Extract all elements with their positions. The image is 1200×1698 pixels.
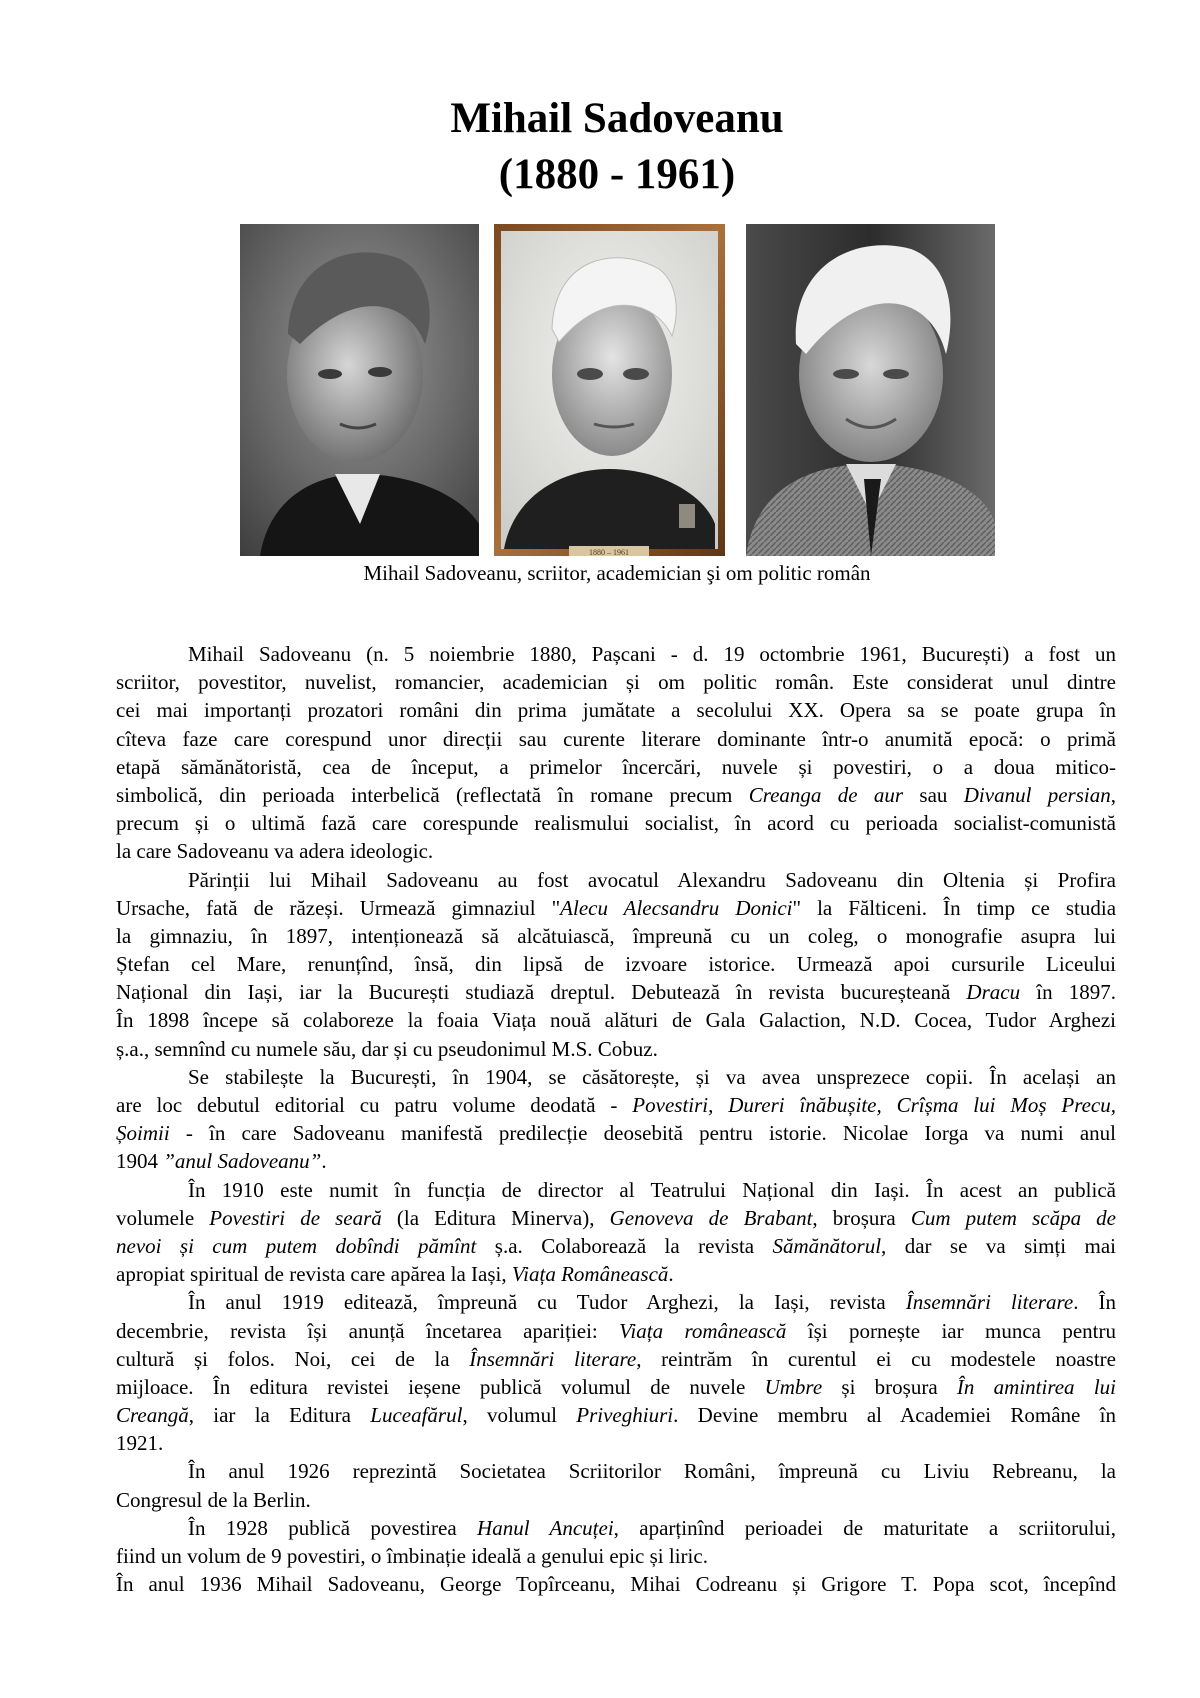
text-line [116, 1429, 1116, 1457]
text-line [116, 1457, 1116, 1485]
text-run: În 1910 este numit în funcția de director al Teatrului Național din Iași. În acest an publică [188, 1177, 1116, 1202]
text-run: ș.a., semnînd cu numele său, dar și cu pseudonimul M.S. Cobuz. [116, 1036, 658, 1061]
italic-title: Cum putem scăpa de [910, 1205, 1116, 1230]
italic-title: Genoveva de Brabant [609, 1205, 813, 1230]
text-line [116, 1317, 1116, 1345]
text-run: , dar se va simți mai [881, 1233, 1116, 1258]
text-run: , aparținînd perioadei de maturitate a scriitorului, [613, 1515, 1117, 1540]
text-run: . În [1073, 1290, 1116, 1315]
frame-years-label: 1880 – 1961 [589, 548, 629, 556]
text-line [116, 894, 1116, 922]
italic-title: Creanga de aur [748, 782, 904, 807]
text-line [116, 837, 1116, 865]
text-line [116, 978, 1116, 1006]
text-run: și broșura [822, 1374, 957, 1399]
text-line [116, 1401, 1116, 1429]
text-run: își pornește iar munca pentru [786, 1318, 1117, 1343]
text-run: apropiat spiritual de revista care apărea la Iași, [116, 1262, 512, 1287]
text-run: simbolică, din perioada interbelică (reflectată în romane precum [116, 782, 749, 807]
text-run: În 1928 publică povestirea [188, 1515, 478, 1540]
text-line [116, 725, 1116, 753]
italic-title: Povestiri de seară [209, 1205, 382, 1230]
text-line [116, 1063, 1116, 1091]
text-line [116, 640, 1116, 668]
text-run: " la Fălticeni. În timp ce studia [792, 895, 1117, 920]
text-run: (la Editura Minerva), [381, 1205, 610, 1230]
text-line [116, 1204, 1116, 1232]
italic-title: Umbre [764, 1374, 823, 1399]
text-run: , [1110, 782, 1116, 807]
text-line [116, 753, 1116, 781]
text-run: , iar la Editura [188, 1403, 371, 1428]
text-run: , broșura [812, 1205, 911, 1230]
text-run: . Devine membru al Academiei Române în [673, 1403, 1116, 1428]
text-line [116, 1486, 1116, 1514]
text-run: - în care Sadoveanu manifestă predilecție deosebită pentru istorie. Nicolae Iorga va numi anul [169, 1121, 1116, 1146]
text-run: mijloace. În editura revistei ieșene publică volumul de nuvele [116, 1374, 765, 1399]
text-run: precum și o ultimă fază care corespunde realismului socialist, în acord cu perioada socialist-comunistă [116, 811, 1116, 836]
text-run: scriitor, povestitor, nuvelist, romancier, academician și om politic român. Este considerat unul dintre [116, 670, 1116, 695]
text-run: . [668, 1262, 674, 1287]
text-run: sau [903, 782, 964, 807]
text-line [116, 809, 1116, 837]
page-subtitle-years: (1880 - 1961) [498, 151, 736, 198]
text-run: Național din Iași, iar la București studiază dreptul. Debutează în revista bucureșteană [116, 980, 967, 1005]
text-run: În anul 1919 editează, împreună cu Tudor Arghezi, la Iași, revista [188, 1290, 906, 1315]
italic-title: Viața Românească [511, 1262, 669, 1287]
italic-title: Dracu [966, 980, 1021, 1005]
text-line [116, 1570, 1116, 1598]
text-line [116, 1260, 1116, 1288]
text-line [116, 1288, 1116, 1316]
text-run: la care Sadoveanu va adera ideologic. [116, 839, 434, 864]
text-line [116, 1091, 1116, 1119]
text-line [116, 1119, 1116, 1147]
text-run: volumele [116, 1205, 210, 1230]
text-run: fiind un volum de 9 povestiri, o îmbinație ideală a genului epic și liric. [116, 1544, 708, 1568]
text-run: Ștefan cel Mare, renunțînd, însă, din lipsă de izvoare istorice. Urmează apoi cursurile Liceului [116, 952, 1116, 977]
text-line [116, 1006, 1116, 1034]
text-run: decembrie, revista își anunță încetarea apariției: [116, 1318, 620, 1343]
text-run: etapă sămănătoristă, cea de început, a primelor încercări, nuvele și povestiri, o a doua mitico- [116, 754, 1116, 779]
text-run: Mihail Sadoveanu (n. 5 noiembrie 1880, Pașcani - d. 19 octombrie 1961, București) a fost un [188, 642, 1116, 666]
portrait-framed-photo [494, 224, 725, 556]
text-line [116, 922, 1116, 950]
text-line [116, 668, 1116, 696]
italic-title: În amintirea lui [956, 1374, 1116, 1399]
italic-title: Însemnări literare [469, 1346, 637, 1371]
text-run: cîteva faze care corespund unor direcții sau curente literare dominante într-o anumită epocă: o primă [116, 726, 1116, 751]
italic-title: Sămănătorul [772, 1233, 882, 1258]
text-run: În anul 1926 reprezintă Societatea Scriitorilor Români, împreună cu Liviu Rebreanu, la [188, 1459, 1116, 1484]
image-caption: Mihail Sadoveanu, scriitor, academician şi om politic român [363, 561, 871, 585]
text-line [116, 1147, 1116, 1175]
text-run: cei mai importanți prozatori români din prima jumătate a secolului XX. Opera sa se poate grupa în [116, 698, 1116, 723]
portrait-young-photo [240, 224, 479, 556]
text-line [116, 696, 1116, 724]
text-run: Se stabilește la București, în 1904, se căsătorește, și va avea unsprezece copii. În același an [188, 1064, 1116, 1089]
italic-title: Însemnări literare [905, 1290, 1074, 1315]
italic-title: Divanul persian [963, 782, 1111, 807]
text-run: are loc debutul editorial cu patru volume deodată - [116, 1093, 633, 1117]
text-run: În anul 1936 Mihail Sadoveanu, George Topîrceanu, Mihai Codreanu și Grigore T. Popa scot, începînd [116, 1572, 1116, 1597]
text-line [116, 1542, 1116, 1570]
portrait-elderly-photo [746, 224, 995, 556]
text-run: în 1897. [1020, 980, 1116, 1005]
text-line [116, 781, 1116, 809]
text-run: la gimnaziu, în 1897, intenționează să alcătuiască, împreună cu un coleg, o monografie asupra lui [116, 923, 1116, 948]
text-run: ș.a. Colaborează la revista [476, 1233, 773, 1258]
text-line [116, 866, 1116, 894]
italic-title: Șoimii [116, 1121, 170, 1146]
text-run: cultură și folos. Noi, cei de la [116, 1346, 470, 1371]
text-run: Congresul de la Berlin. [116, 1487, 311, 1512]
text-line [116, 1035, 1116, 1063]
text-line [116, 1232, 1116, 1260]
text-line [116, 1373, 1116, 1401]
page-title: Mihail Sadoveanu [450, 95, 784, 142]
biography-text [116, 640, 1116, 1598]
text-line [116, 1514, 1116, 1542]
text-run: , reintrăm în curentul ei cu modestele noastre [636, 1346, 1116, 1371]
italic-title: Viața românească [619, 1318, 787, 1343]
italic-title: Hanul Ancuței [477, 1515, 614, 1540]
italic-title: Creangă [116, 1403, 189, 1428]
italic-title: Luceafărul [370, 1403, 463, 1428]
text-line [116, 950, 1116, 978]
text-run: Părinții lui Mihail Sadoveanu au fost avocatul Alexandru Sadoveanu din Oltenia și Profira [188, 867, 1116, 892]
text-run: Ursache, fată de răzeși. Urmează gimnaziul " [116, 895, 561, 920]
text-run: 1904 [116, 1149, 164, 1174]
italic-title: ”anul Sadoveanu” [163, 1149, 322, 1174]
italic-title: Alecu Alecsandru Donici [560, 895, 793, 920]
text-line [116, 1176, 1116, 1204]
text-run: . [321, 1149, 327, 1174]
text-run: În 1898 începe să colaboreze la foaia Viața nouă alături de Gala Galaction, N.D. Cocea, Tudor Arghezi [116, 1008, 1116, 1033]
text-run: 1921. [116, 1431, 164, 1456]
italic-title: Povestiri, Dureri înăbușite, Crîșma lui Moș Precu, [632, 1093, 1116, 1117]
text-run: , volumul [462, 1403, 577, 1428]
text-line [116, 1345, 1116, 1373]
italic-title: nevoi și cum putem dobîndi pămînt [116, 1233, 477, 1258]
italic-title: Priveghiuri [576, 1403, 674, 1428]
